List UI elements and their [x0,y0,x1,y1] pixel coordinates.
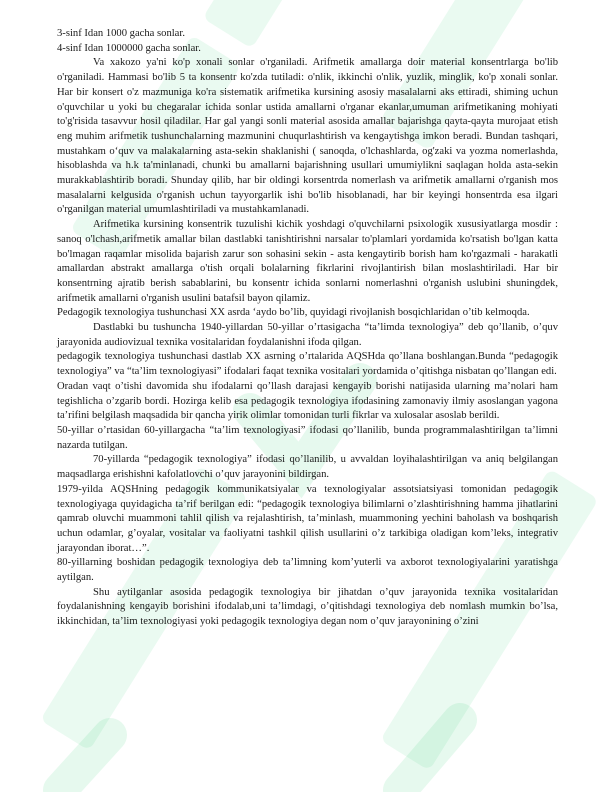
paragraph: 3-sinf Idan 1000 gacha sonlar. [57,28,185,39]
paragraph: Oradan vaqt o’tishi davomida shu ifodalarni qo’llash darajasi kengayib borishi natijasida ularning ma’nolari ham tegishlicha o’zgarib bordi. Hozirga kelib esa pedagogik texnologiya ifodasining zamonaviy ilmiy asoslangan yagona ta’rifini belgilash maqsadida bir qancha yirik olimlar tomonidan turli fikrlar va xulosalar asoslab berildi. [57,380,558,422]
paragraph: Arifmetika kursining konsentrik tuzulishi kichik yoshdagi o'quvchilarni psixologik xususiyatlarga mosdir : sanoq o'lchash,arifmetik amallar bilan dastlabki tanishtirishni narsalar to'plamlari yordamida ko'rsatish bo'lgan katta bo'lmagan raqamlar misolida bajarish zarur son sohasini sekin - asta kengaytirib borish ham ko'rgazmali - harakatli amallardan abstrakt amallarga o'tish orqali bolalarning fikrlarini rivojlantirish bilan moslashtiriladi. Har bir konsentrning ajratib berish sabablarini, bu konsentr ichida sonlarni nomerlashni o'rganish uslubini shuningdek, arifmetik amallarni o'rganish usulini batafsil bayon qilamiz. [57,219,558,304]
paragraph: 4-sinf Idan 1000000 gacha sonlar. [57,42,201,54]
paragraph: 80-yillarning boshidan pedagogik texnologiya deb ta’limning kom’yuterli va axborot texnologiyalarini yaratishga aytilgan. [57,557,558,584]
paragraph: Va xakozo ya'ni ko'p xonali sonlar o'rganiladi. Arifmetik amallarga doir material konsentrlarga bo'lib o'rganiladi. Hammasi bo'lib 5 ta konsentr ko'zda tutiladi: o'nlik, ikkinchi o'nlik, yuzlik, minglik, ko'p xonali sonlar. Har bir konsert o'z mazmuniga ko'ra sistematik arifmetika kursining asosiy masalalarni aks ettiradi, shiming uchun o'quvchilar u yoki bu chegaralar ichida sonlar ustida amallarni o'rganar ekanlar,umuman arifmetikaning mohiyati to'g'risida tasavvur hosil qiladilar. Har gal yangi sonli material asosida amallar bajarishga qayta-qayta murojaat etish eng muhim arifmetik tushunchalarning mazmunini chuqurlashtirish va kengaytishga imkon beradi. Bundan tashqari, mustahkam o‘quv va malakalarning asta-sekin shaklanishi ( sanoqda, o'lchashlarda, og'zaki va yozma nomerlashda, hisoblashda va h.k ta'minlanadi, chunki bu amallarni bajarishning usullari umumiylikni saqlagan holda asta-sekin murakkablashtirib boradi. Shunday qilib, har bir oldingi korsentrda nomerlash va arifmetik amallarni o'rganish mos masalalarni kelgusida o'rganish uchun tayyorgarlik ishi bo'lib hisoblanadi, har bir keyingi honsentrda esa ilgari o'rganilgan material umumlashtiriladi va mustahkamlanadi. [57,57,558,216]
paragraph: pedagogik texnologiya tushunchasi dastlab XX asrning o’rtalarida AQSHda qo’llana boshlangan.Bunda “pedagogik texnologiya” va “ta’lim texnologiyasi” ifodalari faqat texnika vositalari yordamida o’qitishga nisbatan qo’llangan edi. [57,351,558,378]
paragraph: 1979-yilda AQSHning pedagogik kommunikatsiyalar va texnologiyalar assotsiatsiyasi tomonidan pedagogik texnologiyaga quyidagicha ta’rif berilgan edi: “pedagogik texnologiya bilimlarni o’zlashtirishning hamma jihatlarini qamrab oluvchi muammoni tahlil qilish va rejalashtirish, ta’minlash, muammoning yechini baholash va boshqarish uchun odamlar, g’oyalar, vositalar va faoliyatni tashkil qilish usullarini o’z tarkibiga oladigan kom’leks, integrativ jarayondan iborat…”. [57,483,558,554]
paragraph: 70-yillarda “pedagogik texnologiya” ifodasi qo’llanilib, u avvaldan loyihalashtirilgan va aniq belgilangan maqsadlarga erishishni kafolatlovchi o’quv jarayonini bildirgan. [57,454,558,481]
paragraph: Shu aytilganlar asosida pedagogik texnologiya bir jihatdan o’quv jarayonida texnika vositalaridan foydalanishning kengayib borishini ifodalab,uni ta’limdagi, o’qitishdagi texnologiya deb nomlash mumkin bo’lsa, ikkinchidan, ta’lim texnologiyasi yoki pedagogik texnologiya degan nom o’quv jarayonining o’zini [57,586,558,628]
paragraph: Dastlabki bu tushuncha 1940-yillardan 50-yillar o’rtasigacha “ta’limda texnologiya” deb qo’llanib, o’quv jarayonida audiovizual texnika vositalaridan foydalanishni ifoda qilgan. [57,322,558,348]
paragraph: Pedagogik texnologiya tushunchasi XX asrda ‘aydo bo’lib, quyidagi rivojlanish bosqichlaridan o’tib kelmoqda. [57,307,530,319]
paragraph: 50-yillar o’rtasidan 60-yillargacha “ta’lim texnologiyasi” ifodasi qo’llanilib, bunda programmalashtirilgan ta’limni nazarda tutilgan. [57,424,558,451]
